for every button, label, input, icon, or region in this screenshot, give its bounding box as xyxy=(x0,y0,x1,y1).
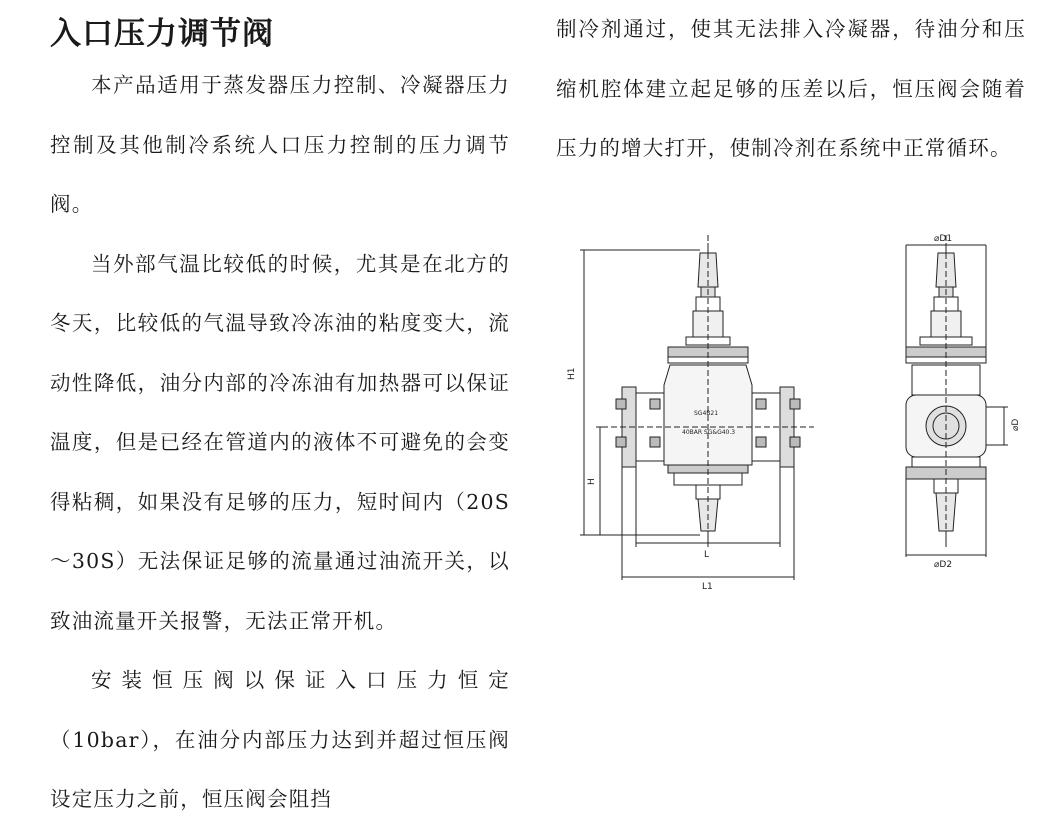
valve-front-view xyxy=(580,235,814,580)
dim-h1-label: H1 xyxy=(567,367,577,380)
paragraph-winter-problem: 当外部气温比较低的时候，尤其是在北方的冬天，比较低的气温导致冷冻油的粘度变大，流动性降低，油分内部的冷冻油有加热器可以保证温度，但是已经在管道内的液体不可避免的会变得粘稠，如果没有足够的压力，短时间内（20S～30S）无法保证足够的流量通过油流开关，以致油流量开关报警，无法正常开机。 xyxy=(50,251,510,633)
dim-d-label: ⌀D xyxy=(1011,418,1021,431)
left-column xyxy=(50,56,510,830)
dim-h-label: H xyxy=(587,478,597,485)
right-column xyxy=(556,0,1026,179)
paragraph-application: 本产品适用于蒸发器压力控制、冷凝器压力控制及其他制冷系统人口压力控制的压力调节阀。 xyxy=(50,73,510,216)
dim-d2-label: ⌀D2 xyxy=(934,560,953,570)
body-marking-pressure: 40BAR SG&G40.3 xyxy=(682,429,736,436)
body-marking-model: SG4B21 xyxy=(694,410,719,417)
dim-d1-label: ⌀D1 xyxy=(934,234,953,244)
valve-side-view xyxy=(906,235,1008,557)
paragraph-continuation: 制冷剂通过，使其无法排入冷凝器，待油分和压缩机腔体建立起足够的压差以后，恒压阀会随着压力的增大打开，使制冷剂在系统中正常循环。 xyxy=(556,17,1026,160)
valve-technical-drawing xyxy=(560,225,1040,593)
dim-l-label: L xyxy=(704,550,710,560)
paragraph-installation: 安装恒压阀以保证入口压力恒定（10bar），在油分内部压力达到并超过恒压阀设定压力之前，恒压阀会阻挡 xyxy=(50,668,510,811)
dim-l1-label: L1 xyxy=(702,582,713,592)
page-title: 入口压力调节阀 xyxy=(50,16,274,52)
